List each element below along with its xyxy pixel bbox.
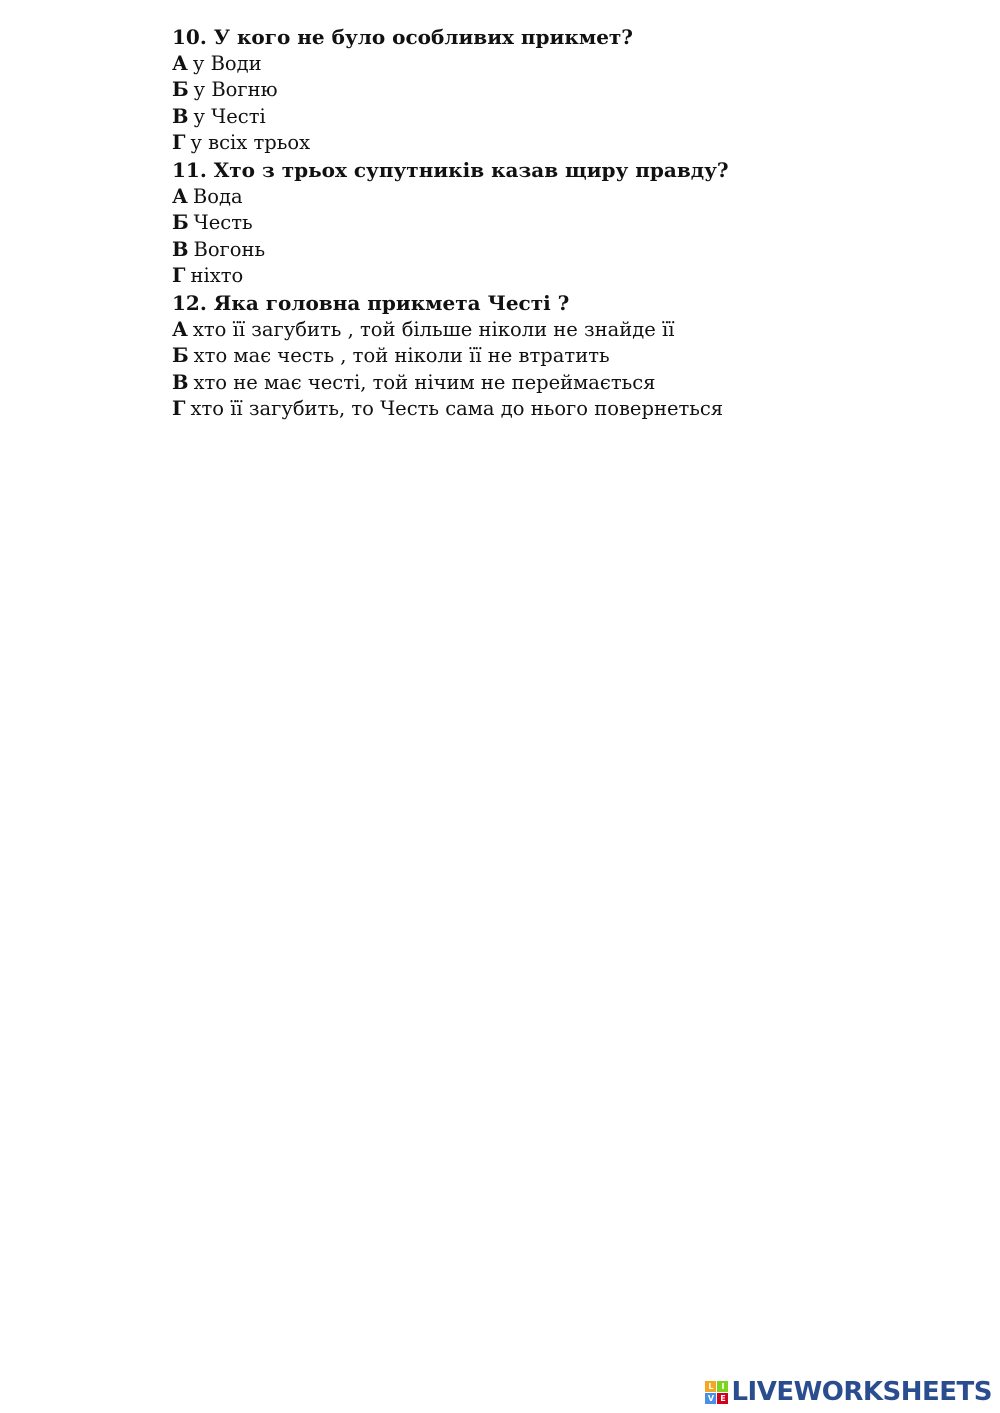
option-text: хто не має честі, той нічим не переймається xyxy=(193,370,656,394)
option-text: хто її загубить , той більше ніколи не знайде її xyxy=(192,317,675,341)
option-b xyxy=(172,210,952,237)
option-letter: Б xyxy=(172,78,189,102)
question-11 xyxy=(172,157,952,290)
option-a xyxy=(172,51,952,78)
question-10 xyxy=(172,24,952,157)
quiz-content xyxy=(172,24,952,423)
logo-mark-letter: I xyxy=(717,1381,728,1392)
option-text: Честь xyxy=(193,211,253,235)
logo-mark-icon xyxy=(705,1381,728,1404)
option-h xyxy=(172,130,952,157)
option-text: у всіх трьох xyxy=(190,131,311,155)
question-title: 11. Хто з трьох супутників казав щиру правду? xyxy=(172,157,729,182)
option-text: Вода xyxy=(192,184,243,208)
option-text: Вогонь xyxy=(193,237,266,261)
option-letter: Б xyxy=(172,344,189,368)
question-title: 12. Яка головна прикмета Честі ? xyxy=(172,290,570,315)
option-letter: А xyxy=(172,51,188,75)
option-a xyxy=(172,317,952,344)
option-h xyxy=(172,263,952,290)
option-letter: Г xyxy=(172,264,186,288)
option-text: хто її загубить, то Честь сама до нього повернеться xyxy=(190,397,724,421)
logo-mark-letter: L xyxy=(705,1381,716,1392)
option-text: у Води xyxy=(192,51,262,75)
option-letter: Г xyxy=(172,397,186,421)
liveworksheets-logo xyxy=(705,1377,992,1407)
option-text: хто має честь , той ніколи її не втратить xyxy=(193,344,610,368)
option-text: у Вогню xyxy=(193,78,278,102)
option-letter: А xyxy=(172,317,188,341)
option-letter: В xyxy=(172,370,189,394)
option-text: ніхто xyxy=(190,264,244,288)
option-letter: В xyxy=(172,237,189,261)
option-letter: В xyxy=(172,104,189,128)
option-a xyxy=(172,184,952,211)
option-b xyxy=(172,77,952,104)
option-text: у Честі xyxy=(193,104,266,128)
logo-mark-letter: E xyxy=(717,1393,728,1404)
option-v xyxy=(172,237,952,264)
question-title: 10. У кого не було особливих прикмет? xyxy=(172,25,634,49)
option-letter: Г xyxy=(172,131,186,155)
logo-text: LIVEWORKSHEETS xyxy=(731,1377,992,1407)
option-letter: А xyxy=(172,184,188,208)
logo-mark-letter: V xyxy=(705,1393,716,1404)
option-h xyxy=(172,396,952,423)
option-letter: Б xyxy=(172,211,189,235)
option-b xyxy=(172,343,952,370)
option-v xyxy=(172,104,952,131)
question-12 xyxy=(172,290,952,423)
option-v xyxy=(172,370,952,397)
